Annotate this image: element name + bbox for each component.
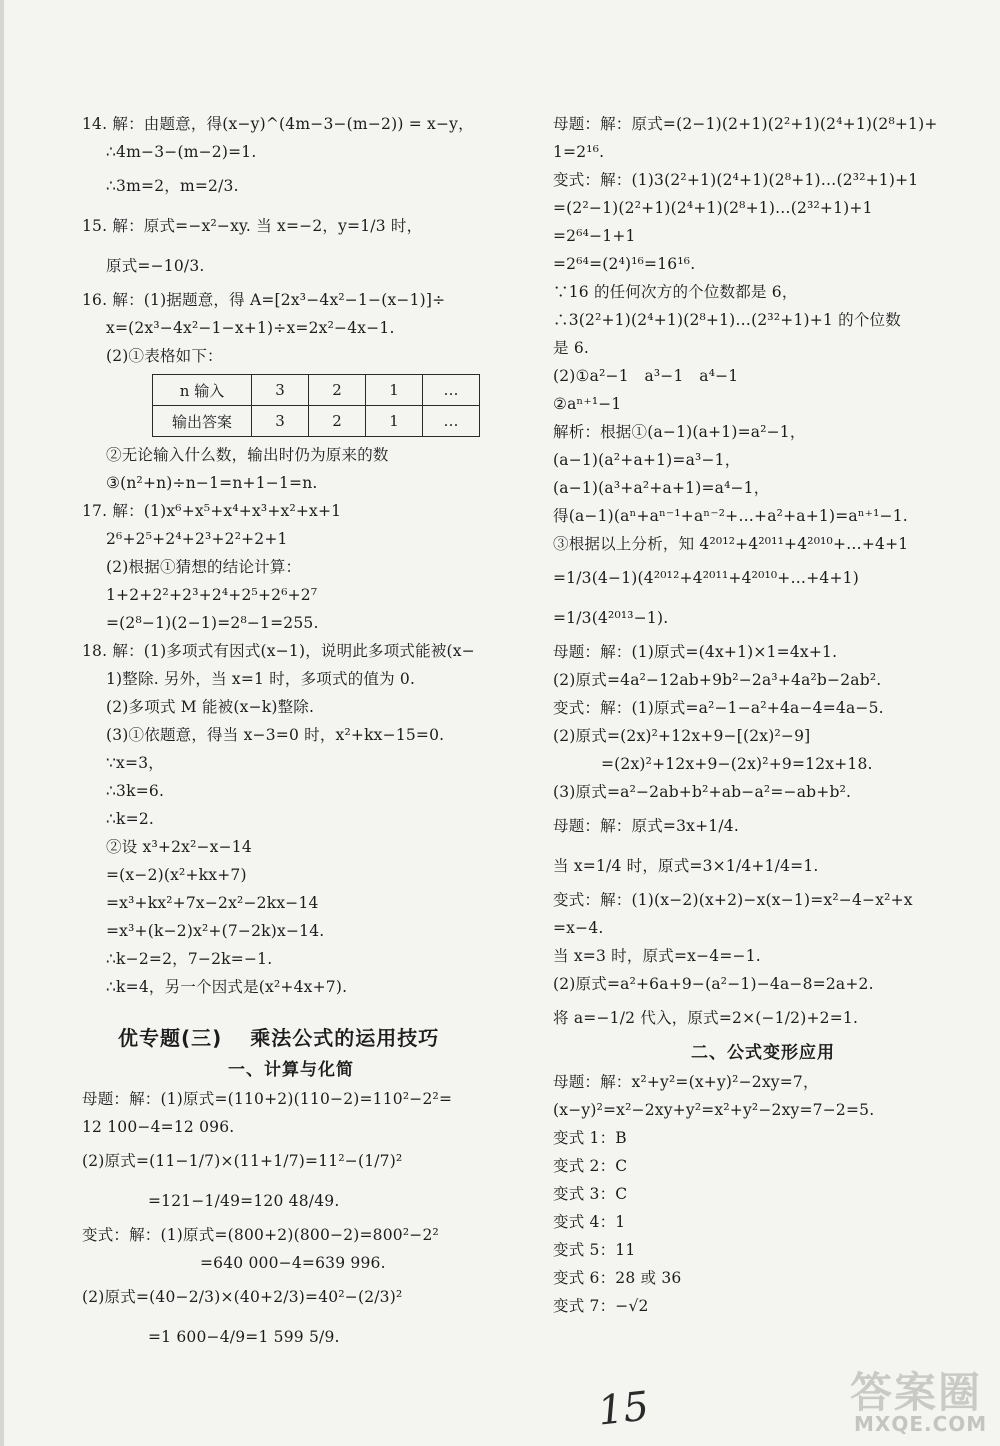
p16-line-4: ②无论输入什么数，输出时仍为原来的数 — [106, 446, 389, 464]
table-cell: … — [423, 375, 480, 406]
rA-line-4: =(2²−1)(2²+1)(2⁴+1)(2⁸+1)…(2³²+1)+1 — [553, 199, 873, 217]
p18-line-8: ②设 x³+2x²−x−14 — [106, 838, 252, 856]
p17-line-1: 17. 解：(1)x⁶+x⁵+x⁴+x³+x²+x+1 — [82, 502, 342, 520]
rA-line-6: =2⁶⁴=(2⁴)¹⁶=16¹⁶. — [553, 255, 696, 273]
rA-line-14: (a−1)(a³+a²+a+1)=a⁴−1， — [553, 479, 770, 497]
p14-line-2: ∴4m−3−(m−2)=1. — [106, 143, 257, 161]
watermark-cn: 答案圈 — [850, 1368, 983, 1417]
right-column — [553, 110, 973, 1320]
rD-line-1: 母题：解：x²+y²=(x+y)²−2xy=7， — [553, 1073, 819, 1091]
table-row — [153, 375, 480, 406]
rA-line-11: ②aⁿ⁺¹−1 — [553, 395, 622, 413]
rC-line-6: (2)原式=a²+6a+9−(a²−1)−4a−8=2a+2. — [553, 975, 874, 993]
section-title — [82, 1021, 500, 1055]
rA-line-9: 是 6. — [553, 339, 590, 357]
page-number: 15 — [595, 1383, 652, 1435]
rA-line-18: =1/3(4²⁰¹³−1). — [553, 609, 669, 627]
rA-line-1: 母题：解：原式=(2−1)(2+1)(2²+1)(2⁴+1)(2⁸+1)+ — [553, 115, 938, 133]
rA-line-3: 变式：解：(1)3(2²+1)(2⁴+1)(2⁸+1)…(2³²+1)+1 — [553, 171, 919, 189]
rC-line-3: 变式：解：(1)(x−2)(x+2)−x(x−1)=x²−4−x²+x — [553, 891, 913, 909]
p18-line-6: ∴3k=6. — [106, 782, 165, 800]
rD-line-2: (x−y)²=x²−2xy+y²=x²+y²−2xy=7−2=5. — [553, 1101, 875, 1119]
p15-line-1: 15. 解：原式=−x²−xy. 当 x=−2，y=1/3 时， — [82, 217, 423, 235]
io-table-wrap — [82, 370, 500, 441]
p16-line-1: 16. 解：(1)据题意，得 A=[2x³−4x²−1−(x−1)]÷ — [82, 291, 446, 309]
subsection-title-1: 一、计算与化简 — [228, 1060, 354, 1080]
p17-line-3: (2)根据①猜想的结论计算： — [106, 558, 302, 576]
rB-line-1: 母题：解：(1)原式=(4x+1)×1=4x+1. — [553, 643, 838, 661]
p15-line-2: 原式=−10/3. — [106, 257, 205, 275]
table-cell: … — [423, 406, 480, 437]
sec1-line-3: (2)原式=(11−1/7)×(11+1/7)=11²−(1/7)² — [82, 1152, 403, 1170]
io-table — [152, 374, 480, 437]
rB-line-2: (2)原式=4a²−12ab+9b²−2a³+4a²b−2ab². — [553, 671, 882, 689]
rD-line-4: 变式 2：C — [553, 1157, 628, 1175]
rA-line-17: =1/3(4−1)(4²⁰¹²+4²⁰¹¹+4²⁰¹⁰+…+4+1) — [553, 569, 859, 587]
rB-line-6: (3)原式=a²−2ab+b²+ab−a²=−ab+b². — [553, 783, 852, 801]
p17-line-2: 2⁶+2⁵+2⁴+2³+2²+2+1 — [106, 530, 288, 548]
table-cell: 输出答案 — [153, 406, 252, 437]
table-cell: 1 — [366, 406, 423, 437]
table-cell: n 输入 — [153, 375, 252, 406]
rA-line-15: 得(a−1)(aⁿ+aⁿ⁻¹+aⁿ⁻²+…+a²+a+1)=aⁿ⁺¹−1. — [553, 507, 908, 525]
p14-line-1: 14. 解：由题意，得(x−y)^(4m−3−(m−2)) = x−y， — [82, 115, 474, 133]
p18-line-5: ∵x=3， — [106, 754, 164, 772]
p18-line-10: =x³+kx²+7x−2x²−2kx−14 — [106, 894, 319, 912]
rA-line-7: ∵16 的任何次方的个位数都是 6， — [553, 283, 798, 301]
p17-line-5: =(2⁸−1)(2−1)=2⁸−1=255. — [106, 614, 319, 632]
rA-line-16: ③根据以上分析，知 4²⁰¹²+4²⁰¹¹+4²⁰¹⁰+…+4+1 — [553, 535, 909, 553]
p18-line-2: 1)整除. 另外，当 x=1 时，多项式的值为 0. — [106, 670, 416, 688]
p18-line-3: (2)多项式 M 能被(x−k)整除. — [106, 698, 315, 716]
rA-line-12: 解析：根据①(a−1)(a+1)=a²−1， — [553, 423, 806, 441]
table-row — [153, 406, 480, 437]
table-cell: 1 — [366, 375, 423, 406]
rC-line-2: 当 x=1/4 时，原式=3×1/4+1/4=1. — [553, 857, 819, 875]
table-cell: 3 — [252, 406, 309, 437]
section-title-text: 乘法公式的运用技巧 — [250, 1026, 440, 1050]
table-cell: 3 — [252, 375, 309, 406]
watermark-en: MXQE.COM — [854, 1412, 988, 1436]
sec1-line-4: =121−1/49=120 48/49. — [148, 1192, 340, 1210]
p14-line-3: ∴3m=2，m=2/3. — [106, 177, 239, 195]
sec1-line-5: 变式：解：(1)原式=(800+2)(800−2)=800²−2² — [82, 1226, 439, 1244]
sec1-line-6: =640 000−4=639 996. — [200, 1254, 386, 1272]
section-title-label: 优专题(三) — [118, 1026, 223, 1050]
p16-line-5: ③(n²+n)÷n−1=n+1−1=n. — [106, 474, 318, 492]
p17-line-4: 1+2+2²+2³+2⁴+2⁵+2⁶+2⁷ — [106, 586, 318, 604]
page-spine — [0, 0, 4, 1446]
table-cell: 2 — [309, 375, 366, 406]
p18-line-9: =(x−2)(x²+kx+7) — [106, 866, 247, 884]
left-column — [82, 110, 500, 1357]
p18-line-1: 18. 解：(1)多项式有因式(x−1)，说明此多项式能被(x− — [82, 642, 475, 660]
rC-line-5: 当 x=3 时，原式=x−4=−1. — [553, 947, 761, 965]
sec1-line-1: 母题：解：(1)原式=(110+2)(110−2)=110²−2²= — [82, 1090, 453, 1108]
table-cell: 2 — [309, 406, 366, 437]
rA-line-8: ∴3(2²+1)(2⁴+1)(2⁸+1)…(2³²+1)+1 的个位数 — [553, 311, 901, 329]
p16-line-2: x=(2x³−4x²−1−x+1)÷x=2x²−4x−1. — [106, 319, 395, 337]
rA-line-2: 1=2¹⁶. — [553, 143, 605, 161]
rA-line-5: =2⁶⁴−1+1 — [553, 227, 636, 245]
p18-line-13: ∴k=4，另一个因式是(x²+4x+7). — [106, 978, 348, 996]
p18-line-7: ∴k=2. — [106, 810, 155, 828]
rA-line-10: (2)①a²−1 a³−1 a⁴−1 — [553, 367, 739, 385]
subsection-title-2: 二、公式变形应用 — [691, 1043, 835, 1063]
rC-line-1: 母题：解：原式=3x+1/4. — [553, 817, 739, 835]
rC-line-4: =x−4. — [553, 919, 604, 937]
p18-line-4: (3)①依题意，得当 x−3=0 时，x²+kx−15=0. — [106, 726, 445, 744]
rA-line-13: (a−1)(a²+a+1)=a³−1， — [553, 451, 741, 469]
rB-line-5: =(2x)²+12x+9−(2x)²+9=12x+18. — [601, 755, 873, 773]
rD-line-8: 变式 6：28 或 36 — [553, 1269, 682, 1287]
sec1-line-7: (2)原式=(40−2/3)×(40+2/3)=40²−(2/3)² — [82, 1288, 403, 1306]
sec1-line-2: 12 100−4=12 096. — [82, 1118, 235, 1136]
p18-line-11: =x³+(k−2)x²+(7−2k)x−14. — [106, 922, 325, 940]
rB-line-4: (2)原式=(2x)²+12x+9−[(2x)²−9] — [553, 727, 811, 745]
p18-line-12: ∴k−2=2，7−2k=−1. — [106, 950, 273, 968]
p16-line-3: (2)①表格如下： — [106, 347, 223, 365]
rD-line-3: 变式 1：B — [553, 1129, 627, 1147]
rD-line-6: 变式 4：1 — [553, 1213, 626, 1231]
rD-line-5: 变式 3：C — [553, 1185, 628, 1203]
rB-line-3: 变式：解：(1)原式=a²−1−a²+4a−4=4a−5. — [553, 699, 884, 717]
rD-line-9: 变式 7：−√2 — [553, 1297, 649, 1315]
rD-line-7: 变式 5：11 — [553, 1241, 636, 1259]
rC-line-7: 将 a=−1/2 代入，原式=2×(−1/2)+2=1. — [553, 1009, 859, 1027]
sec1-line-8: =1 600−4/9=1 599 5/9. — [148, 1328, 340, 1346]
watermark-logo — [850, 1360, 990, 1440]
